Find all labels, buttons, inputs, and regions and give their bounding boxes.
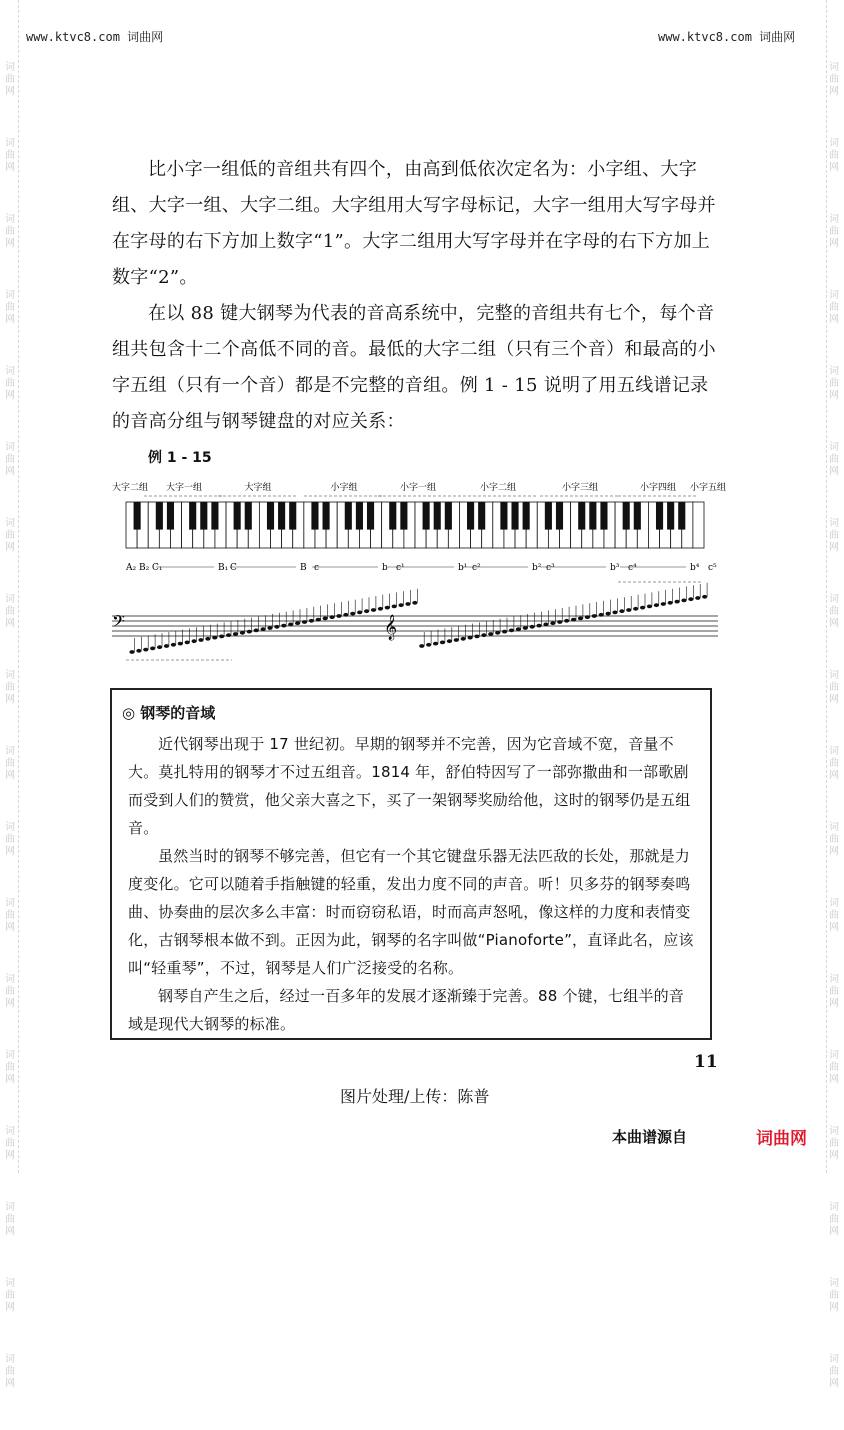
watermark-char: 曲 [829, 606, 839, 617]
note-head [537, 624, 542, 628]
black-key [545, 502, 552, 530]
watermark-char: 曲 [829, 758, 839, 769]
watermark-char: 词 [829, 518, 839, 529]
range-label: c¹ [396, 563, 405, 573]
watermark-char: 网 [5, 162, 15, 173]
note-head [619, 609, 624, 613]
watermark-char: 曲 [5, 682, 15, 693]
black-key [289, 502, 296, 530]
watermark-char: 网 [5, 1378, 15, 1389]
range-label: b⁴ [690, 563, 700, 573]
range-label: b³ [610, 563, 620, 573]
range-label: c² [472, 563, 481, 573]
watermark-char: 网 [829, 542, 839, 553]
watermark-char: 网 [829, 1150, 839, 1161]
watermark-char: 网 [5, 694, 15, 705]
watermark-char: 网 [829, 1302, 839, 1313]
treble-clef: 𝄞 [384, 615, 398, 640]
group-label: 小字四组 [639, 483, 677, 493]
watermark-char: 词 [5, 1278, 15, 1289]
note-head [468, 636, 473, 640]
watermark-char: 曲 [5, 530, 15, 541]
paragraph-2: 在以 88 键大钢琴为代表的音高系统中，完整的音组共有七个，每个音组共包含十二个高低不同的音。最低的大字二组（只有三个音）和最高的小字五组（只有一个音）都是不完整的音组。例 1 - 15 说明了用五线谱记录的音高分组与钢琴键盘的对应关系： [112, 303, 716, 432]
note-head [688, 597, 693, 601]
black-key [400, 502, 407, 530]
watermark-char: 网 [5, 1150, 15, 1161]
group-label: 大字二组 [111, 483, 149, 493]
range-label: c³ [546, 563, 555, 573]
black-key [500, 502, 507, 530]
watermark-char: 曲 [829, 986, 839, 997]
note-head [488, 632, 493, 636]
watermark-char: 曲 [5, 226, 15, 237]
watermark-char: 词 [5, 518, 15, 529]
note-head [661, 602, 666, 606]
watermark-char: 词 [829, 1278, 839, 1289]
range-label: C [230, 563, 237, 573]
watermark-char: 词 [5, 1202, 15, 1213]
watermark-char: 词 [5, 746, 15, 757]
watermark-char: 网 [5, 238, 15, 249]
watermark-char: 词 [829, 594, 839, 605]
note-head [399, 603, 404, 607]
watermark-char: 网 [5, 618, 15, 629]
watermark-char: 曲 [829, 1062, 839, 1073]
watermark-char: 曲 [829, 302, 839, 313]
note-head [233, 632, 238, 636]
note-head [212, 636, 217, 640]
black-key [623, 502, 630, 530]
note-head [440, 641, 445, 645]
note-head [405, 602, 410, 606]
header-right[interactable]: www.ktvc8.com 词曲网 [658, 30, 796, 44]
watermark-char: 曲 [5, 1214, 15, 1225]
black-key [523, 502, 530, 530]
note-head [309, 619, 314, 623]
black-key [311, 502, 318, 530]
note-head [226, 633, 231, 637]
note-head [185, 641, 190, 645]
watermark-char: 网 [5, 1226, 15, 1237]
group-label: 小字五组 [689, 483, 727, 493]
note-head [626, 608, 631, 612]
watermark-char: 网 [829, 922, 839, 933]
black-key [200, 502, 207, 530]
note-head [675, 600, 680, 604]
watermark-char: 网 [5, 922, 15, 933]
watermark-char: 词 [5, 1050, 15, 1061]
box-paragraph-3: 钢琴自产生之后，经过一百多年的发展才逐渐臻于完善。88 个键，七组半的音域是现代大钢琴的标准。 [128, 987, 685, 1033]
watermark-char: 曲 [5, 302, 15, 313]
note-head [295, 621, 300, 625]
watermark-char: 网 [829, 846, 839, 857]
watermark-char: 曲 [829, 454, 839, 465]
watermark-char: 曲 [5, 606, 15, 617]
watermark-char: 曲 [829, 834, 839, 845]
note-head [461, 637, 466, 641]
watermark-char: 网 [5, 998, 15, 1009]
watermark-char: 词 [5, 898, 15, 909]
watermark-char: 词 [829, 290, 839, 301]
note-head [240, 631, 245, 635]
note-head [219, 635, 224, 639]
box-title: ◎ 钢琴的音域 [122, 704, 216, 722]
watermark-char: 曲 [829, 378, 839, 389]
watermark-char: 网 [829, 1226, 839, 1237]
note-head [412, 601, 417, 605]
watermark-char: 网 [829, 86, 839, 97]
example-label: 例 1 - 15 [148, 450, 212, 466]
watermark-char: 词 [5, 822, 15, 833]
note-head [447, 639, 452, 643]
range-label: B [300, 563, 307, 573]
header-left[interactable]: www.ktvc8.com 词曲网 [26, 30, 164, 44]
note-head [281, 624, 286, 628]
note-head [136, 649, 141, 653]
note-head [557, 620, 562, 624]
group-label: 小字三组 [561, 483, 599, 493]
note-head [516, 627, 521, 631]
note-head [654, 603, 659, 607]
note-head [316, 618, 321, 622]
note-head [502, 630, 507, 634]
group-labels [112, 481, 726, 496]
watermark-char: 曲 [5, 378, 15, 389]
range-label: b² [532, 563, 542, 573]
range-label: b¹ [458, 563, 468, 573]
black-key [445, 502, 452, 530]
watermark-char: 词 [829, 898, 839, 909]
note-head [247, 630, 252, 634]
watermark-char: 词 [829, 746, 839, 757]
watermark-char: 网 [5, 1302, 15, 1313]
black-key [234, 502, 241, 530]
note-head [378, 607, 383, 611]
box-paragraph-1: 近代钢琴出现于 17 世纪初。早期的钢琴并不完善，因为它音域不宽，音量不大。莫扎特用的钢琴才不过五组音。1814 年，舒伯特因写了一部弥撒曲和一部歌剧而受到人们的赞赏，他父亲大喜之下，买了一架钢琴奖励给他，这时的钢琴仍是五组音。 [128, 735, 691, 837]
watermark-char: 词 [829, 1050, 839, 1061]
watermark-char: 词 [5, 290, 15, 301]
note-head [302, 620, 307, 624]
note-head [336, 614, 341, 618]
watermark-char: 曲 [5, 1062, 15, 1073]
watermark-char: 曲 [5, 758, 15, 769]
note-head [150, 647, 155, 651]
source-label: 本曲谱源自 [612, 1128, 688, 1146]
range-label: b [382, 563, 388, 573]
note-head [592, 614, 597, 618]
watermark-char: 曲 [829, 1366, 839, 1377]
piano-range-box [110, 688, 712, 1040]
watermark-char: 曲 [5, 834, 15, 845]
watermark-char: 网 [829, 694, 839, 705]
watermark-char: 网 [829, 162, 839, 173]
note-head [143, 648, 148, 652]
note-head [267, 626, 272, 630]
black-key [389, 502, 396, 530]
note-head [330, 615, 335, 619]
note-head [550, 621, 555, 625]
note-head [371, 608, 376, 612]
note-head [530, 625, 535, 629]
watermark-char: 词 [829, 1202, 839, 1213]
black-key [511, 502, 518, 530]
black-key [189, 502, 196, 530]
black-key [678, 502, 685, 530]
watermark-char: 曲 [829, 1290, 839, 1301]
note-head [433, 642, 438, 646]
note-head [495, 631, 500, 635]
range-label: B₁ [218, 563, 229, 573]
black-key [656, 502, 663, 530]
credit-line: 图片处理/上传：陈普 [340, 1087, 490, 1106]
watermark-char: 曲 [829, 150, 839, 161]
black-key [600, 502, 607, 530]
black-key [278, 502, 285, 530]
watermark-char: 词 [829, 974, 839, 985]
grand-staff [112, 582, 718, 660]
watermark-char: 曲 [5, 910, 15, 921]
note-head [164, 644, 169, 648]
watermark-char: 词 [829, 670, 839, 681]
watermark-char: 词 [829, 1354, 839, 1365]
note-head [454, 638, 459, 642]
watermark-char: 曲 [5, 1366, 15, 1377]
watermark-char: 曲 [829, 530, 839, 541]
watermark-char: 曲 [829, 1214, 839, 1225]
note-head [171, 643, 176, 647]
note-head [481, 633, 486, 637]
watermark-char: 词 [5, 594, 15, 605]
black-key [478, 502, 485, 530]
watermark-char: 词 [829, 442, 839, 453]
watermark-char: 词 [829, 214, 839, 225]
group-label: 小字一组 [399, 483, 437, 493]
watermark-char: 词 [829, 822, 839, 833]
black-key [367, 502, 374, 530]
note-head [578, 617, 583, 621]
watermark-char: 网 [829, 238, 839, 249]
watermark-char: 曲 [5, 454, 15, 465]
left-margin-line [18, 0, 19, 1173]
note-head [474, 635, 479, 639]
note-head [702, 595, 707, 599]
note-head [364, 609, 369, 613]
group-label: 大字一组 [165, 483, 203, 493]
range-label: c⁴ [628, 563, 637, 573]
watermark-char: 词 [829, 1126, 839, 1137]
note-head [564, 619, 569, 623]
note-head [509, 629, 514, 633]
watermark-char: 网 [5, 1074, 15, 1085]
note-head [350, 612, 355, 616]
note-head [343, 613, 348, 617]
note-head [606, 612, 611, 616]
watermark-char: 曲 [5, 986, 15, 997]
group-label: 大字组 [244, 483, 272, 493]
black-key [556, 502, 563, 530]
white-key [693, 502, 704, 548]
watermark-char: 词 [829, 366, 839, 377]
range-label: c [314, 563, 320, 573]
note-head [426, 643, 431, 647]
watermark-char: 网 [5, 846, 15, 857]
black-key [667, 502, 674, 530]
note-head [357, 611, 362, 615]
watermark-char: 词 [5, 214, 15, 225]
watermark-char: 网 [5, 314, 15, 325]
paragraph-1: 比小字一组低的音组共有四个，由高到低依次定名为：小字组、大字组、大字一组、大字二组。大字组用大写字母标记，大字一组用大写字母并在字母的右下方加上数字“1”。大字二组用大写字母并在字母的右下方加上数字“2”。 [112, 159, 716, 288]
note-head [323, 617, 328, 621]
note-head [585, 615, 590, 619]
black-key [434, 502, 441, 530]
watermark-char: 词 [5, 442, 15, 453]
group-label: 小字组 [330, 483, 358, 493]
note-head [274, 625, 279, 629]
black-key [589, 502, 596, 530]
watermark-char: 网 [829, 314, 839, 325]
watermark-char: 曲 [829, 1138, 839, 1149]
watermark-char: 曲 [5, 74, 15, 85]
watermark-char: 网 [5, 390, 15, 401]
watermark-char: 词 [829, 138, 839, 149]
black-key [467, 502, 474, 530]
black-key [356, 502, 363, 530]
black-key [634, 502, 641, 530]
watermark-char: 网 [829, 998, 839, 1009]
note-head [205, 637, 210, 641]
range-label: A₂ B₂ C₁ [126, 563, 163, 573]
black-key [578, 502, 585, 530]
watermark-char: 词 [5, 366, 15, 377]
note-head [192, 639, 197, 643]
black-key [167, 502, 174, 530]
watermark-char: 网 [829, 1378, 839, 1389]
watermark-char: 网 [5, 770, 15, 781]
note-head [523, 626, 528, 630]
watermark-char: 词 [5, 1354, 15, 1365]
black-key [245, 502, 252, 530]
watermark-char: 网 [5, 86, 15, 97]
keyboard-staff-figure [111, 466, 727, 672]
page-number: 11 [694, 1052, 718, 1072]
watermark-char: 网 [829, 390, 839, 401]
note-head [599, 613, 604, 617]
note-head [571, 618, 576, 622]
note-head [198, 638, 203, 642]
watermark-char: 词 [5, 974, 15, 985]
piano-keyboard [126, 502, 704, 548]
right-side-watermark [826, 62, 842, 1430]
note-head [543, 623, 548, 627]
black-key [423, 502, 430, 530]
range-label: c⁵ [708, 563, 717, 573]
note-head [612, 611, 617, 615]
note-head [681, 599, 686, 603]
note-head [261, 627, 266, 631]
watermark-char: 词 [829, 62, 839, 73]
black-key [267, 502, 274, 530]
watermark-char: 网 [5, 542, 15, 553]
note-head [254, 629, 259, 633]
watermark-char: 词 [5, 670, 15, 681]
note-head [640, 606, 645, 610]
left-side-watermark [2, 62, 18, 1430]
watermark-char: 曲 [829, 910, 839, 921]
note-head [647, 605, 652, 609]
range-labels [125, 563, 717, 573]
watermark-char: 词 [5, 138, 15, 149]
watermark-char: 曲 [829, 682, 839, 693]
note-head [157, 645, 162, 649]
watermark-char: 曲 [5, 1290, 15, 1301]
black-key [211, 502, 218, 530]
watermark-char: 网 [829, 466, 839, 477]
site-logo[interactable]: 词曲网 [756, 1129, 807, 1149]
box-paragraph-2: 虽然当时的钢琴不够完善，但它有一个其它键盘乐器无法匹敌的长处，那就是力度变化。它可以随着手指触键的轻重，发出力度不同的声音。听！贝多芬的钢琴奏鸣曲、协奏曲的层次多么丰富：时而窃窃私语，时而高声怒吼，像这样的力度和表情变化，古钢琴根本做不到。正因为此，钢琴的名字叫做“Pianoforte”，直译此名，应该叫“轻重琴”，不过，钢琴是人们广泛接受的名称。 [128, 847, 694, 977]
note-head [668, 601, 673, 605]
note-head [633, 607, 638, 611]
note-head [129, 650, 134, 654]
black-key [323, 502, 330, 530]
note-head [385, 606, 390, 610]
watermark-char: 曲 [5, 150, 15, 161]
note-head [419, 644, 424, 648]
watermark-char: 网 [829, 1074, 839, 1085]
note-head [695, 596, 700, 600]
black-key [156, 502, 163, 530]
bass-clef: 𝄢 [112, 611, 125, 635]
watermark-char: 曲 [5, 1138, 15, 1149]
black-key [345, 502, 352, 530]
watermark-char: 网 [5, 466, 15, 477]
watermark-char: 词 [5, 62, 15, 73]
note-head [392, 605, 397, 609]
note-head [178, 642, 183, 646]
watermark-char: 词 [5, 1126, 15, 1137]
note-head [288, 623, 293, 627]
watermark-char: 网 [829, 770, 839, 781]
black-key [134, 502, 141, 530]
group-label: 小字二组 [479, 483, 517, 493]
watermark-char: 曲 [829, 226, 839, 237]
watermark-char: 网 [829, 618, 839, 629]
watermark-char: 曲 [829, 74, 839, 85]
